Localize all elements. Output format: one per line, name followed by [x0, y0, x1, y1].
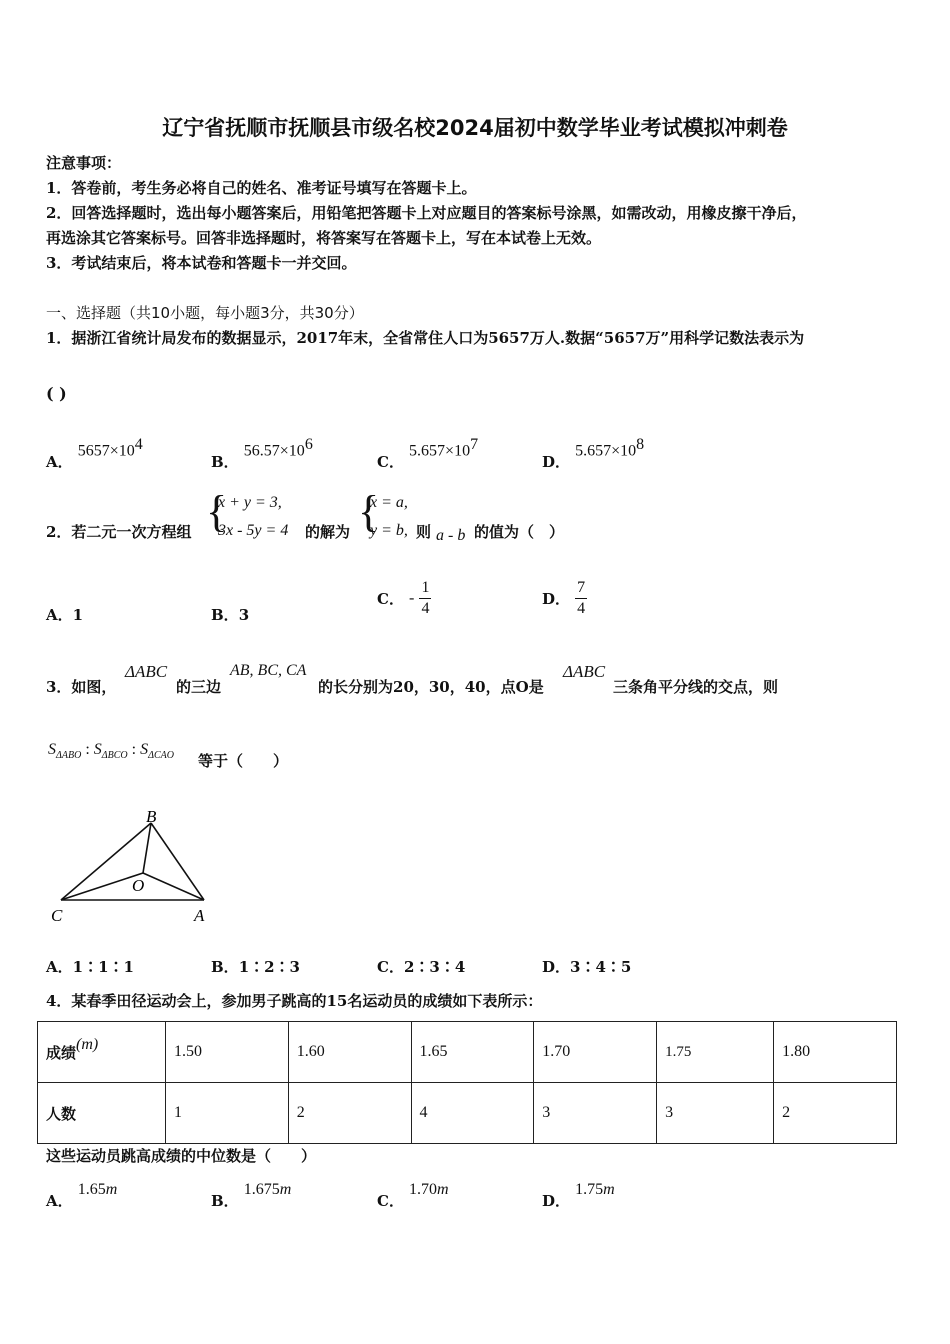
q2-suffix: 的值为（ ） [474, 523, 565, 541]
minus-sign: - [409, 589, 415, 607]
table-cell: 4 [411, 1083, 534, 1144]
q2-option-a[interactable] [46, 604, 83, 625]
area-s: S [93, 741, 102, 758]
q1-text: 1．据浙江省统计局发布的数据显示，2017年末，全省常住人口为5657万人.数据“5657万”用科学记数法表示为 [46, 329, 805, 347]
times-ten: ×10 [109, 442, 135, 460]
denominator: 4 [577, 600, 586, 617]
option-value: 1.75 [575, 1181, 604, 1198]
option-value: 2∶3∶4 [403, 958, 466, 976]
area-s: S [140, 741, 149, 758]
option-value: 1.70 [409, 1181, 438, 1198]
table-cell: 3 [534, 1083, 657, 1144]
q1-option-c[interactable] [377, 436, 479, 472]
unit: (m) [76, 1035, 99, 1053]
label-b: B [146, 807, 157, 826]
table-cell: 1.50 [166, 1022, 289, 1083]
row-header-score [38, 1022, 166, 1083]
triangle-abc: ΔABC [125, 662, 168, 681]
times-ten: ×10 [445, 442, 471, 460]
table-cell: 3 [657, 1083, 774, 1144]
q1-option-b[interactable] [211, 436, 313, 472]
q4-option-d[interactable] [542, 1178, 615, 1210]
notice-item-2a: 2．回答选择题时，选出每小题答案后，用铅笔把答题卡上对应题目的答案标号涂黑，如需改动，用橡皮擦干净后， [46, 204, 807, 222]
times-ten: ×10 [279, 442, 305, 460]
bisector-co [61, 873, 143, 900]
numerator: 1 [419, 578, 431, 599]
q2-equation-1: x + y = 3, [218, 494, 282, 511]
table-cell: 1.75 [657, 1022, 774, 1083]
q1-option-d[interactable] [542, 436, 645, 472]
option-label: B． [211, 1192, 239, 1210]
table-cell: 1 [166, 1083, 289, 1144]
q2-solution-1: x = a, [370, 494, 408, 511]
page-title: 辽宁省抚顺市抚顺县市级名校2024届初中数学毕业考试模拟冲刺卷 [162, 116, 788, 140]
table-cell: 1.65 [411, 1022, 534, 1083]
option-label: D． [542, 958, 571, 976]
q3-option-b[interactable] [211, 956, 300, 977]
option-label: D． [542, 1192, 571, 1210]
q1-option-a[interactable] [46, 436, 143, 472]
q4-option-b[interactable] [211, 1178, 292, 1210]
q2-equation-2: 3x - 5y = 4 [218, 522, 289, 539]
option-value-base: 5.657 [575, 442, 612, 460]
q3-part-4: 三条角平分线的交点，则 [613, 678, 779, 696]
ratio-colon: : [81, 741, 94, 758]
score-table [37, 1021, 897, 1144]
triangle-figure [40, 800, 230, 930]
option-value-base: 5.657 [409, 442, 446, 460]
exponent: 4 [134, 436, 143, 453]
unit-m: m [279, 1181, 292, 1198]
q3-option-c[interactable] [377, 956, 465, 977]
solution-brace: { [358, 487, 380, 536]
option-label: A． [46, 958, 73, 976]
system-brace: { [206, 487, 228, 536]
exponent: 8 [636, 436, 645, 453]
q3-sides: AB, BC, CA [230, 662, 307, 679]
table-cell: 2 [774, 1083, 897, 1144]
unit-m: m [105, 1181, 118, 1198]
option-label: A． [46, 606, 73, 624]
q2-option-c[interactable] [377, 578, 431, 619]
option-label: C． [377, 453, 404, 472]
q2-prefix: 2．若二元一次方程组 [46, 523, 192, 541]
bisector-bo [143, 823, 151, 873]
q2-expression: a - b [436, 527, 466, 544]
q2-option-b[interactable] [211, 604, 249, 625]
q2-option-d[interactable] [542, 578, 587, 619]
option-label: C． [377, 590, 404, 608]
option-value: 3 [238, 606, 250, 624]
q2-mid: 的解为 [305, 523, 351, 541]
fraction [419, 578, 431, 619]
area-ratio [48, 739, 174, 761]
option-value: 1∶2∶3 [238, 958, 300, 976]
denominator: 4 [421, 600, 430, 617]
option-value: 1.675 [243, 1181, 280, 1198]
q3-part-1: 3．如图， [46, 678, 117, 696]
area-s: S [48, 741, 56, 758]
table-cell: 2 [288, 1083, 411, 1144]
option-label: D． [542, 453, 571, 472]
numerator: 7 [575, 578, 587, 599]
label-c: C [51, 906, 63, 925]
notice-item-1: 1．答卷前，考生务必将自己的姓名、准考证号填写在答题卡上。 [46, 179, 477, 197]
option-value-base: 56.57 [243, 442, 280, 460]
notice-heading: 注意事项： [46, 154, 122, 172]
area-subscript: ΔABO [56, 750, 82, 762]
q3-option-d[interactable] [542, 956, 631, 977]
area-subscript: ΔCAO [148, 750, 174, 762]
row-header-count: 人数 [38, 1083, 166, 1144]
option-value: 1 [72, 606, 84, 624]
area-subscript: ΔBCO [101, 750, 128, 762]
table-row [38, 1083, 897, 1144]
option-label: A． [46, 1192, 73, 1210]
table-cell: 1.70 [534, 1022, 657, 1083]
q4-option-c[interactable] [377, 1178, 449, 1210]
notice-item-2b: 再选涂其它答案标号。回答非选择题时，将答案写在答题卡上，写在本试卷上无效。 [46, 229, 602, 247]
q2-then: 则 [416, 523, 432, 541]
q1-paren: ( ) [46, 384, 67, 403]
option-label: B． [211, 453, 239, 472]
option-label: C． [377, 958, 404, 976]
notice-item-3: 3．考试结束后，将本试卷和答题卡一并交回。 [46, 254, 357, 272]
table-row [38, 1022, 897, 1083]
option-value: 1∶1∶1 [72, 958, 134, 976]
q4-option-a[interactable] [46, 1178, 118, 1210]
ratio-colon: : [127, 741, 141, 758]
q3-ratio-suffix: 等于（ ） [198, 752, 289, 770]
option-label: C． [377, 1192, 404, 1210]
exponent: 6 [304, 436, 313, 453]
option-value: 1.65 [77, 1181, 106, 1198]
option-label: B． [211, 606, 239, 624]
option-label: B． [211, 958, 239, 976]
q4-text: 4．某春季田径运动会上，参加男子跳高的15名运动员的成绩如下表所示： [46, 992, 543, 1010]
unit-m: m [603, 1181, 615, 1198]
option-value: 3∶4∶5 [570, 958, 632, 976]
q3-part-3: 的长分别为20，30，40，点O是 [318, 678, 544, 696]
q3-part-2: 的三边 [176, 678, 222, 696]
fraction [575, 578, 587, 619]
option-value-base: 5657 [77, 442, 110, 460]
triangle-abc: ΔABC [563, 662, 606, 681]
q4-question: 这些运动员跳高成绩的中位数是（ ） [46, 1147, 317, 1165]
table-cell: 1.80 [774, 1022, 897, 1083]
q2-solution-2: y = b, [370, 522, 408, 539]
option-label: A． [46, 453, 73, 472]
table-cell: 1.60 [288, 1022, 411, 1083]
section-heading: 一、选择题（共10小题，每小题3分，共30分） [46, 304, 364, 322]
times-ten: ×10 [611, 442, 637, 460]
option-label: D． [542, 590, 571, 608]
score-label: 成绩 [46, 1043, 77, 1062]
q3-option-a[interactable] [46, 956, 134, 977]
exponent: 7 [470, 436, 479, 453]
unit-m: m [437, 1181, 449, 1198]
label-a: A [194, 906, 205, 925]
label-o: O [132, 876, 145, 895]
